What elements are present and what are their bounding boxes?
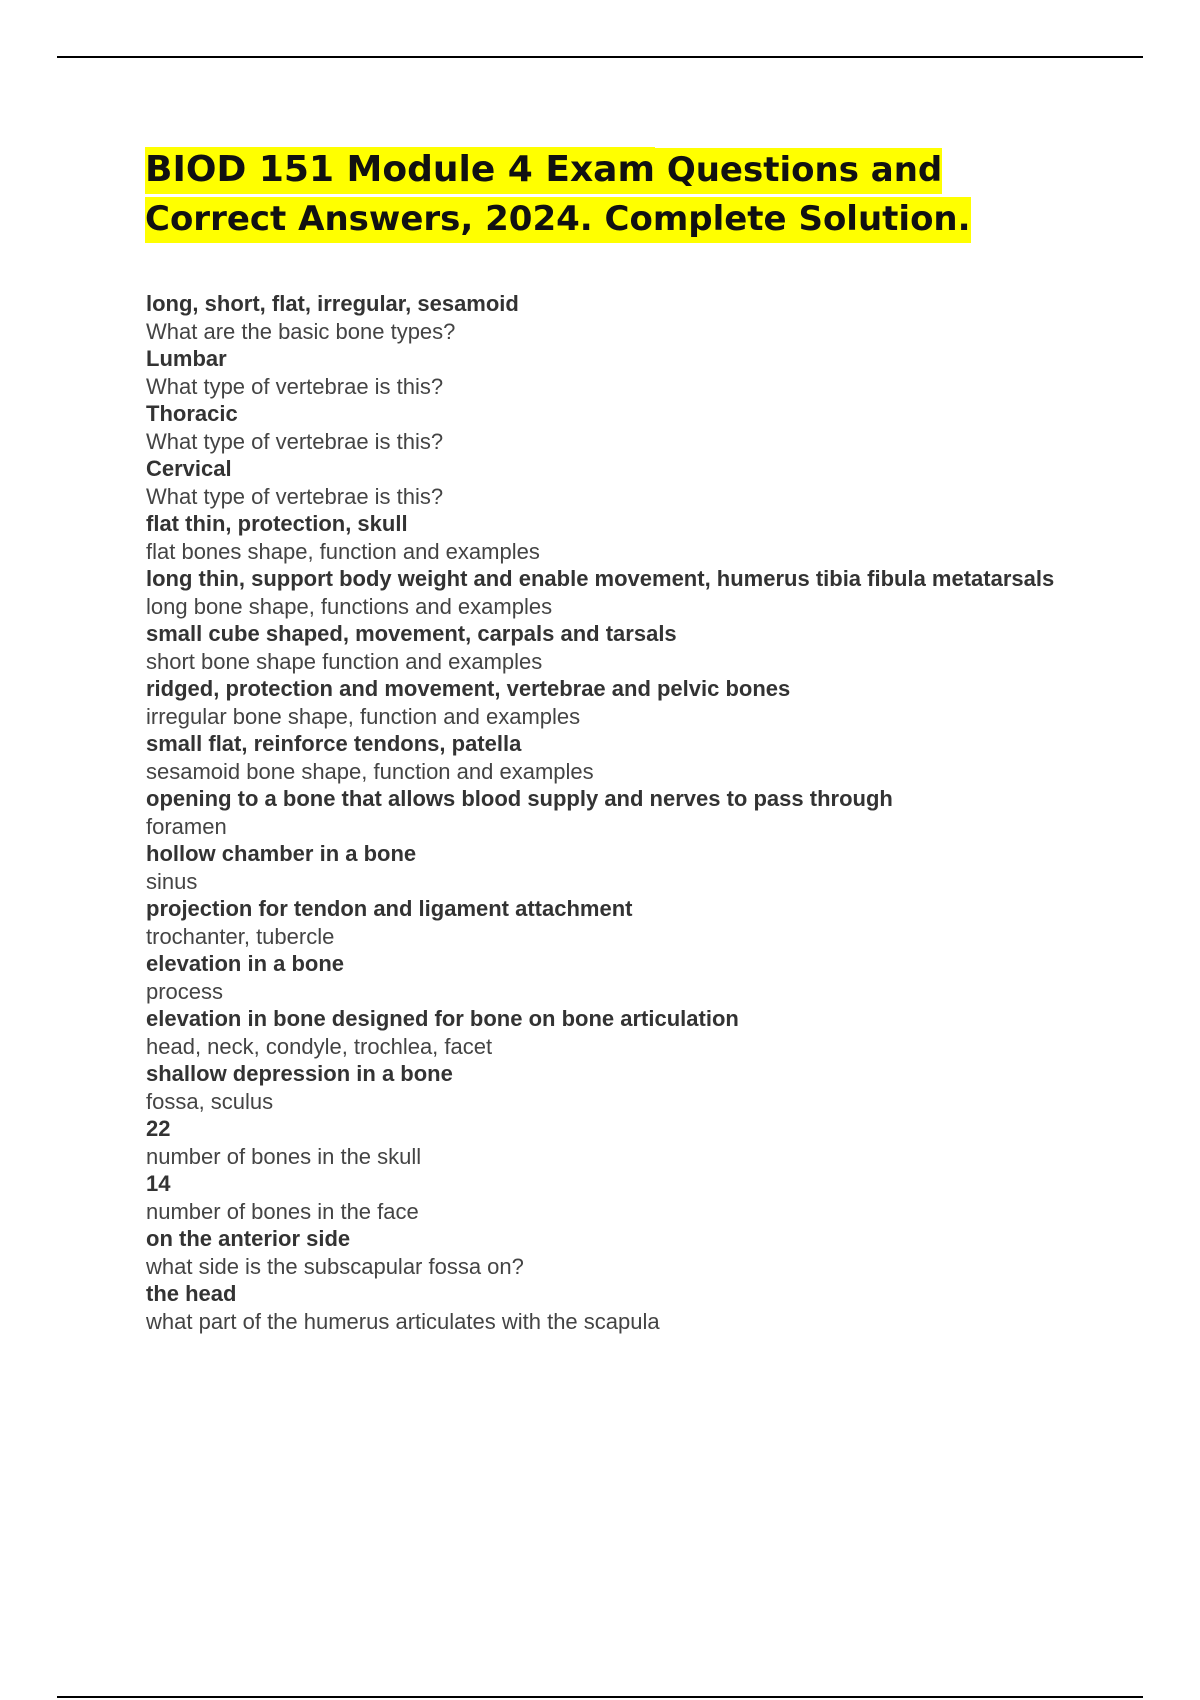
question-text: What type of vertebrae is this? — [146, 373, 444, 399]
qa-item — [146, 840, 1066, 895]
question-text: flat bones shape, function and examples — [146, 538, 540, 564]
qa-item — [146, 895, 1066, 950]
qa-item — [146, 620, 1066, 675]
answer-text: Cervical — [146, 456, 232, 481]
qa-list — [146, 290, 1066, 1335]
qa-item — [146, 785, 1066, 840]
question-text: fossa, sculus — [146, 1088, 274, 1114]
question-text: short bone shape function and examples — [146, 648, 543, 674]
qa-item — [146, 675, 1066, 730]
answer-text: elevation in bone designed for bone on bone articulation — [146, 1006, 739, 1031]
qa-item — [146, 290, 1066, 345]
qa-item — [146, 730, 1066, 785]
question-text: sinus — [146, 868, 198, 894]
qa-item — [146, 1170, 1066, 1225]
question-text: number of bones in the skull — [146, 1143, 422, 1169]
question-text: what side is the subscapular fossa on? — [146, 1253, 524, 1279]
top-rule — [57, 56, 1143, 58]
qa-item — [146, 400, 1066, 455]
qa-item — [146, 510, 1066, 565]
qa-item — [146, 455, 1066, 510]
qa-item — [146, 950, 1066, 1005]
document-title — [145, 145, 1045, 244]
answer-text: 14 — [146, 1171, 171, 1196]
question-text: foramen — [146, 813, 227, 839]
answer-text: long thin, support body weight and enable movement, humerus tibia fibula metatarsals — [146, 566, 1055, 591]
answer-text: projection for tendon and ligament attachment — [146, 896, 633, 921]
qa-item — [146, 1115, 1066, 1170]
question-text: What type of vertebrae is this? — [146, 483, 444, 509]
answer-text: long, short, flat, irregular, sesamoid — [146, 291, 519, 316]
question-text: irregular bone shape, function and examples — [146, 703, 581, 729]
question-text: trochanter, tubercle — [146, 923, 335, 949]
question-text: What type of vertebrae is this? — [146, 428, 444, 454]
answer-text: Lumbar — [146, 346, 227, 371]
qa-item — [146, 1280, 1066, 1335]
question-text: what part of the humerus articulates with the scapula — [146, 1308, 660, 1334]
answer-text: opening to a bone that allows blood supply and nerves to pass through — [146, 786, 893, 811]
bottom-rule — [57, 1696, 1143, 1698]
answer-text: Thoracic — [146, 401, 238, 426]
question-text: process — [146, 978, 224, 1004]
answer-text: shallow depression in a bone — [146, 1061, 453, 1086]
answer-text: elevation in a bone — [146, 951, 345, 976]
qa-item — [146, 1225, 1066, 1280]
question-text: What are the basic bone types? — [146, 318, 456, 344]
answer-text: 22 — [146, 1116, 171, 1141]
answer-text: small flat, reinforce tendons, patella — [146, 731, 522, 756]
question-text: long bone shape, functions and examples — [146, 593, 553, 619]
qa-item — [146, 1005, 1066, 1060]
answer-text: ridged, protection and movement, vertebrae and pelvic bones — [146, 676, 791, 701]
question-text: sesamoid bone shape, function and examples — [146, 758, 594, 784]
qa-item — [146, 1060, 1066, 1115]
answer-text: on the anterior side — [146, 1226, 351, 1251]
answer-text: small cube shaped, movement, carpals and tarsals — [146, 621, 677, 646]
answer-text: the head — [146, 1281, 237, 1306]
qa-item — [146, 345, 1066, 400]
qa-item — [146, 565, 1066, 620]
answer-text: hollow chamber in a bone — [146, 841, 417, 866]
title-highlight-rest: Questions and Correct Answers, 2024. Complete Solution. — [145, 148, 971, 243]
question-text: head, neck, condyle, trochlea, facet — [146, 1033, 493, 1059]
answer-text: flat thin, protection, skull — [146, 511, 408, 536]
question-text: number of bones in the face — [146, 1198, 419, 1224]
title-highlight-course: BIOD 151 Module 4 Exam — [145, 147, 655, 194]
